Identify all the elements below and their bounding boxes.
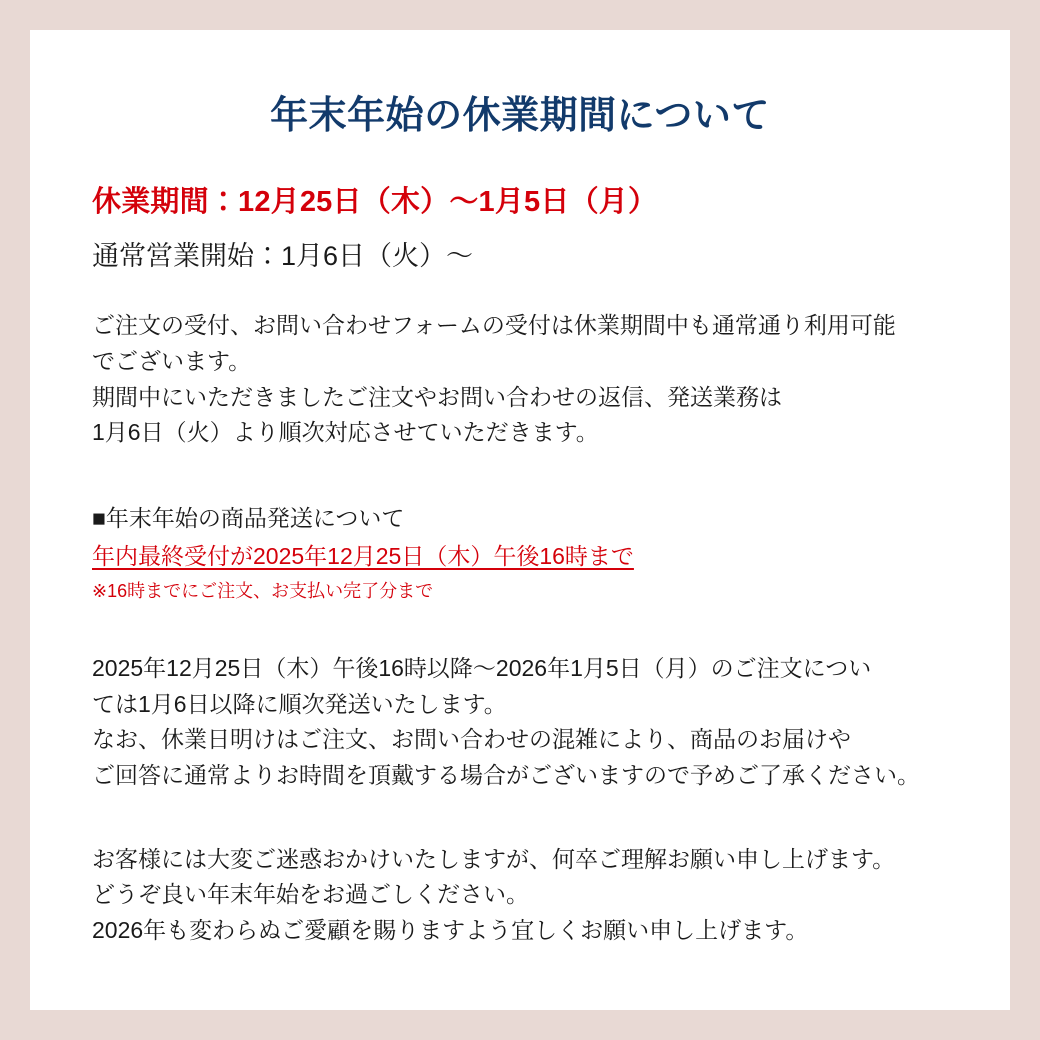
closing-line-2: どうぞ良い年末年始をお過ごしください。 [92, 881, 529, 908]
closing-line-1: お客様には大変ご迷惑おかけいたしますが、何卒ご理解お願い申し上げます。 [92, 845, 896, 872]
shipping-detail-line-3: なお、休業日明けはご注文、お問い合わせの混雑により、商品のお届けや [92, 726, 851, 753]
shipping-deadline-text: 年内最終受付が2025年12月25日（木）午後16時まで [92, 543, 634, 570]
closing-paragraph [92, 842, 948, 949]
shipping-detail-paragraph [92, 651, 948, 794]
shipping-section-heading: ■年末年始の商品発送について [92, 504, 405, 531]
closure-period-text: 休業期間：12月25日（木）〜1月5日（月） [92, 185, 658, 218]
intro-paragraph [92, 308, 948, 451]
notice-card [30, 30, 1010, 1010]
intro-line-1: ご注文の受付、お問い合わせフォームの受付は休業期間中も通常通り利用可能 [92, 312, 896, 339]
shipping-deadline-note: ※16時までにご注文、お支払い完了分まで [92, 580, 434, 601]
closing-line-3: 2026年も変わらぬご愛顧を賜りますよう宜しくお願い申し上げます。 [92, 916, 809, 943]
page-title: 年末年始の休業期間について [270, 95, 770, 137]
reopen-date-text: 通常営業開始：1月6日（火）〜 [92, 241, 474, 272]
shipping-detail-line-2: ては1月6日以降に順次発送いたします。 [92, 690, 507, 717]
intro-line-2: でございます。 [92, 348, 252, 375]
intro-line-4: 1月6日（火）より順次対応させていただきます。 [92, 419, 599, 446]
shipping-detail-line-1: 2025年12月25日（木）午後16時以降〜2026年1月5日（月）のご注文につい [92, 654, 872, 681]
shipping-detail-line-4: ご回答に通常よりお時間を頂戴する場合がございますので予めご了承ください。 [92, 761, 920, 788]
intro-line-3: 期間中にいただきましたご注文やお問い合わせの返信、発送業務は [92, 383, 782, 410]
